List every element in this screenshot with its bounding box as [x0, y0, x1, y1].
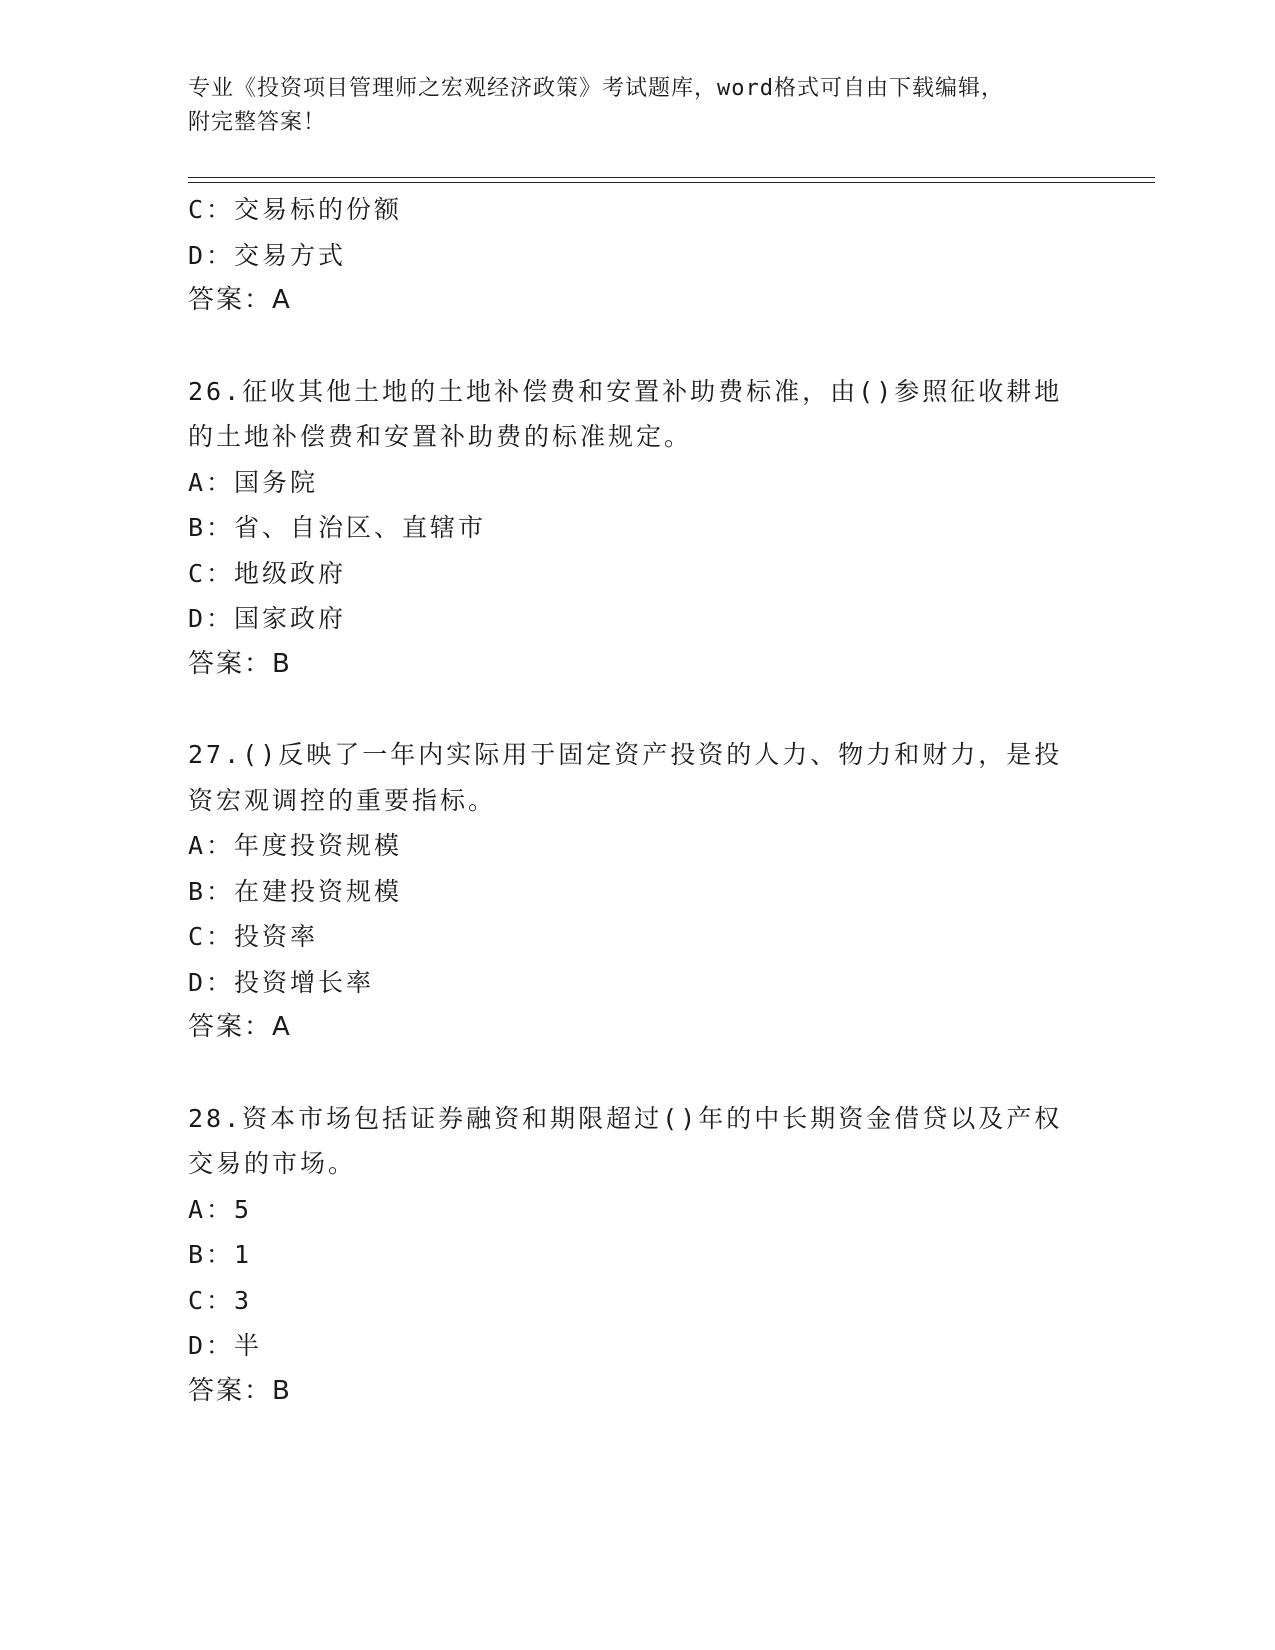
option-d: D：投资增长率 [188, 967, 375, 997]
option-b: B：在建投资规模 [188, 876, 403, 906]
option-b: B：1 [188, 1240, 253, 1269]
answer-line: 答案：A [188, 285, 292, 315]
option-a: A：5 [188, 1194, 253, 1224]
previous-question-tail [188, 187, 1088, 324]
question-stem-continued: 资宏观调控的重要指标。 [188, 785, 497, 815]
answer-line: 答案：A [188, 1012, 292, 1042]
option-d: D：半 [188, 1331, 263, 1360]
option-d: D：国家政府 [188, 604, 347, 633]
option-d: D：交易方式 [188, 240, 347, 270]
option-c: C：地级政府 [188, 558, 347, 588]
header-divider-bottom [188, 182, 1155, 183]
option-c: C：3 [188, 1285, 253, 1315]
question-stem: 28.资本市场包括证券融资和期限超过()年的中长期资金借贷以及产权 [188, 1103, 1063, 1133]
question-stem-continued: 的土地补偿费和安置补助费的标准规定。 [188, 422, 693, 451]
header-divider-top [188, 177, 1155, 178]
question-27 [188, 732, 1088, 1051]
option-a: A：年度投资规模 [188, 831, 403, 860]
question-stem: 27.()反映了一年内实际用于固定资产投资的人力、物力和财力，是投 [188, 740, 1063, 769]
header-line-2: 附完整答案！ [188, 110, 327, 135]
question-stem-continued: 交易的市场。 [188, 1149, 357, 1178]
answer-line: 答案：B [188, 648, 292, 679]
option-c: C：交易标的份额 [188, 195, 403, 224]
document-body [188, 187, 1088, 1414]
option-a: A：国务院 [188, 467, 319, 497]
question-28 [188, 1096, 1088, 1415]
option-b: B：省、自治区、直辖市 [188, 513, 487, 542]
question-stem: 26.征收其他土地的土地补偿费和安置补助费标准，由()参照征收耕地 [188, 376, 1063, 406]
header-line-1: 专业《投资项目管理师之宏观经济政策》考试题库，word格式可自由下载编辑， [188, 76, 1004, 101]
answer-line: 答案：B [188, 1375, 292, 1406]
document-header [188, 72, 1068, 140]
question-26 [188, 369, 1088, 688]
option-c: C：投资率 [188, 922, 319, 951]
